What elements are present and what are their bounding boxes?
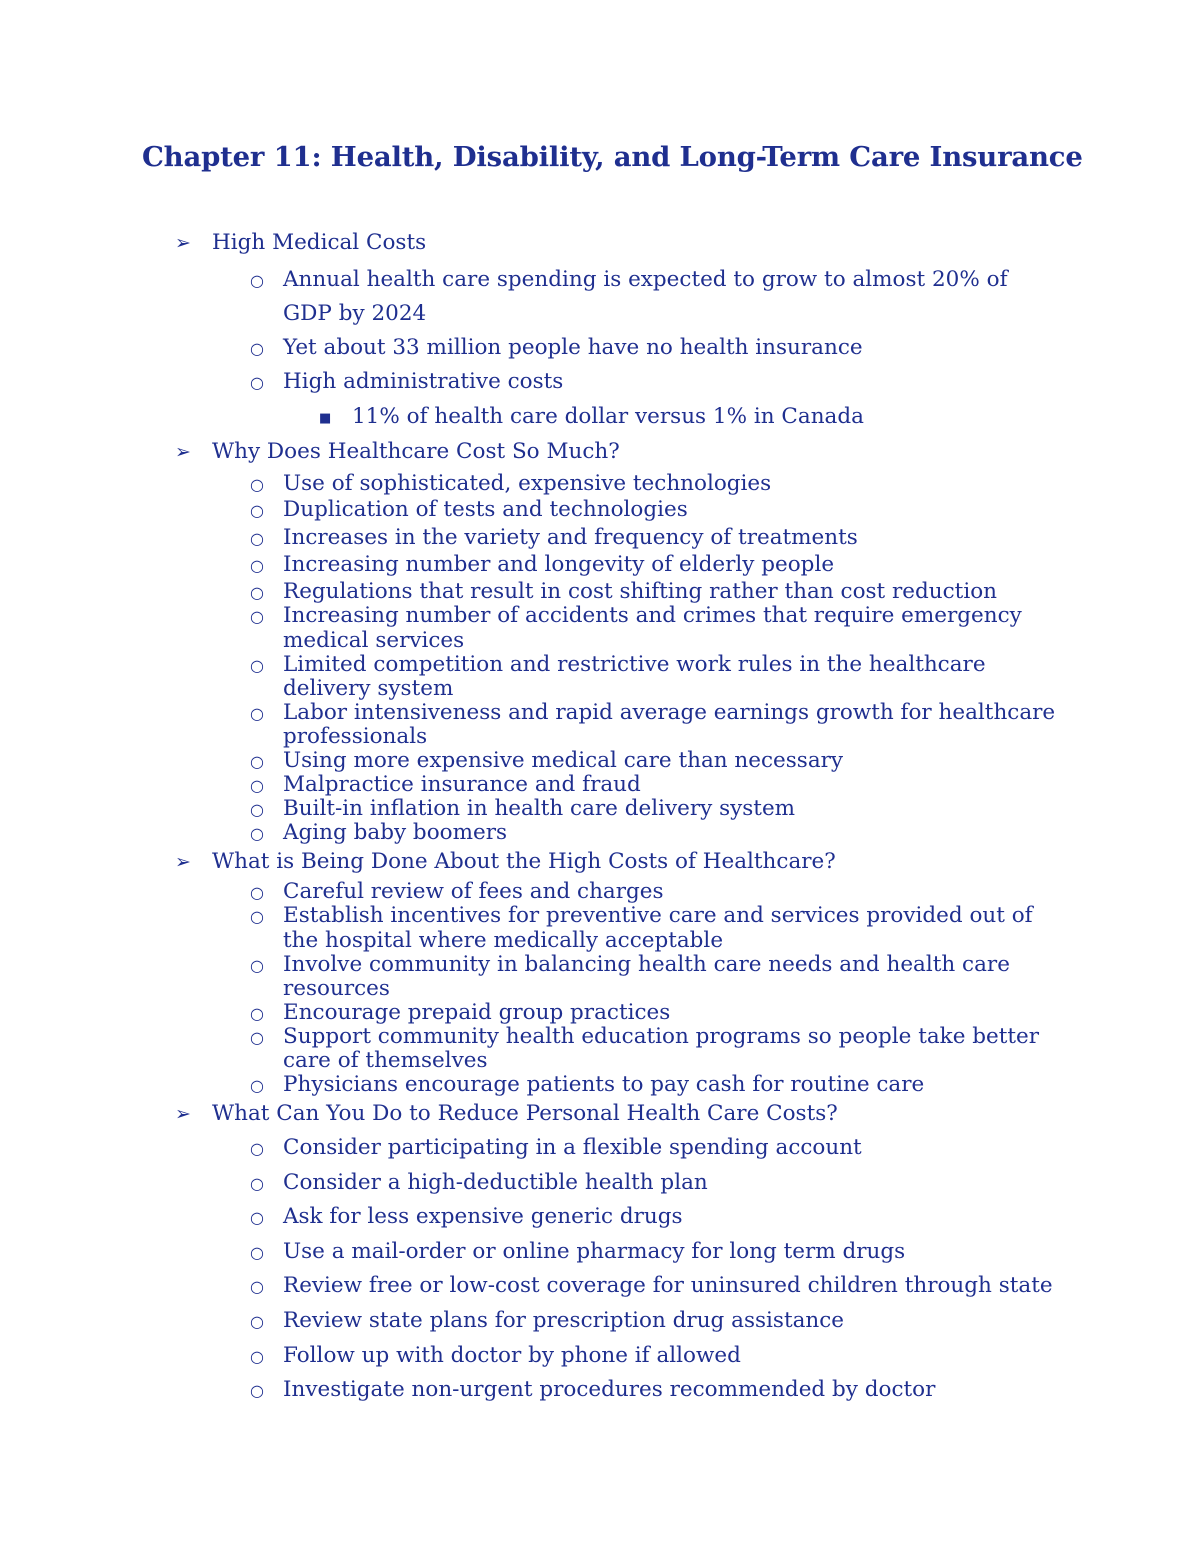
- circle-bullet-icon: ○: [250, 1312, 264, 1331]
- list-item-text: resources: [283, 976, 390, 1001]
- circle-bullet-icon: ○: [250, 1004, 264, 1023]
- sub-list-item: [319, 404, 864, 429]
- list-item-continuation: [283, 929, 723, 953]
- list-item-text: medical services: [283, 628, 465, 653]
- circle-bullet-icon: ○: [250, 1347, 264, 1366]
- list-item-text: delivery system: [283, 676, 454, 701]
- list-item-text: Physicians encourage patients to pay cash for routine care: [283, 1072, 925, 1097]
- arrow-bullet-icon: ➢: [175, 441, 191, 463]
- list-item: [250, 579, 997, 604]
- circle-bullet-icon: ○: [250, 607, 264, 626]
- list-item: [250, 1204, 683, 1229]
- list-item-text: High administrative costs: [283, 369, 564, 394]
- list-item: [250, 525, 858, 550]
- circle-bullet-icon: ○: [250, 373, 264, 392]
- list-item-text: Involve community in balancing health care needs and health care: [283, 952, 1010, 977]
- list-item: [250, 471, 772, 496]
- list-item-text: Consider a high-deductible health plan: [283, 1170, 708, 1195]
- arrow-bullet-icon: ➢: [175, 232, 191, 254]
- square-bullet-icon: ■: [319, 411, 332, 426]
- list-item: [250, 903, 1033, 928]
- list-item: [250, 335, 863, 360]
- list-item-text: Use of sophisticated, expensive technologies: [283, 471, 772, 496]
- list-item: [250, 772, 641, 797]
- list-item: [250, 1308, 845, 1333]
- list-item-text: Support community health education programs so people take better: [283, 1024, 1040, 1049]
- list-item-continuation: [283, 677, 453, 701]
- list-item-text: Malpractice insurance and fraud: [283, 772, 641, 797]
- section-heading-text: What Can You Do to Reduce Personal Health Care Costs?: [212, 1101, 838, 1126]
- list-item-text: care of themselves: [283, 1048, 488, 1073]
- circle-bullet-icon: ○: [250, 907, 264, 926]
- list-item-text: professionals: [283, 724, 428, 749]
- circle-bullet-icon: ○: [250, 271, 264, 290]
- list-item: [250, 748, 844, 773]
- section-heading: [175, 230, 427, 255]
- circle-bullet-icon: ○: [250, 800, 264, 819]
- section-heading: [175, 849, 836, 874]
- list-item-text: Annual health care spending is expected to grow to almost 20% of: [283, 267, 1008, 292]
- list-item-text: Consider participating in a flexible spending account: [283, 1135, 862, 1160]
- circle-bullet-icon: ○: [250, 883, 264, 902]
- list-item: [250, 820, 508, 845]
- list-item: [250, 1024, 1040, 1049]
- list-item-continuation: [283, 629, 464, 653]
- list-item: [250, 700, 1056, 725]
- circle-bullet-icon: ○: [250, 776, 264, 795]
- circle-bullet-icon: ○: [250, 1208, 264, 1227]
- section-heading: [175, 1101, 838, 1126]
- list-item-text: Review free or low-cost coverage for uninsured children through state: [283, 1273, 1053, 1298]
- list-item: [250, 1072, 925, 1097]
- list-item-text: Yet about 33 million people have no health insurance: [283, 335, 863, 360]
- list-item: [250, 1239, 906, 1264]
- sub-list-item-text: 11% of health care dollar versus 1% in Canada: [352, 404, 864, 429]
- list-item: [250, 1377, 936, 1402]
- list-item-continuation: [283, 302, 426, 326]
- list-item-text: Review state plans for prescription drug assistance: [283, 1308, 845, 1333]
- list-item-text: Limited competition and restrictive work rules in the healthcare: [283, 652, 986, 677]
- circle-bullet-icon: ○: [250, 501, 264, 520]
- list-item: [250, 552, 835, 577]
- list-item-text: Aging baby boomers: [283, 820, 508, 845]
- circle-bullet-icon: ○: [250, 1076, 264, 1095]
- list-item-text: Using more expensive medical care than necessary: [283, 748, 844, 773]
- circle-bullet-icon: ○: [250, 752, 264, 771]
- circle-bullet-icon: ○: [250, 529, 264, 548]
- arrow-bullet-icon: ➢: [175, 851, 191, 873]
- list-item-text: Careful review of fees and charges: [283, 879, 664, 904]
- circle-bullet-icon: ○: [250, 1139, 264, 1158]
- list-item: [250, 267, 1008, 292]
- circle-bullet-icon: ○: [250, 656, 264, 675]
- list-item-text: Duplication of tests and technologies: [283, 497, 688, 522]
- list-item: [250, 1343, 741, 1368]
- list-item-text: Establish incentives for preventive care and services provided out of: [283, 903, 1033, 928]
- list-item-continuation: [283, 725, 427, 749]
- section-heading: [175, 439, 620, 464]
- list-item-text: Increases in the variety and frequency of treatments: [283, 525, 858, 550]
- list-item: [250, 652, 986, 677]
- circle-bullet-icon: ○: [250, 556, 264, 575]
- list-item-text: Regulations that result in cost shifting rather than cost reduction: [283, 579, 997, 604]
- circle-bullet-icon: ○: [250, 1174, 264, 1193]
- circle-bullet-icon: ○: [250, 956, 264, 975]
- circle-bullet-icon: ○: [250, 475, 264, 494]
- list-item-text: the hospital where medically acceptable: [283, 928, 724, 953]
- list-item-text: GDP by 2024: [283, 301, 427, 326]
- list-item-text: Increasing number of accidents and crimes that require emergency: [283, 603, 1022, 628]
- list-item-text: Built-in inflation in health care delivery system: [283, 796, 796, 821]
- list-item: [250, 1170, 708, 1195]
- list-item: [250, 1135, 862, 1160]
- section-heading-text: Why Does Healthcare Cost So Much?: [212, 439, 620, 464]
- circle-bullet-icon: ○: [250, 339, 264, 358]
- circle-bullet-icon: ○: [250, 1381, 264, 1400]
- arrow-bullet-icon: ➢: [175, 1103, 191, 1125]
- section-heading-text: High Medical Costs: [212, 230, 427, 255]
- list-item: [250, 603, 1022, 628]
- page-title: Chapter 11: Health, Disability, and Long-Term Care Insurance: [142, 141, 1083, 173]
- list-item-continuation: [283, 977, 390, 1001]
- list-item-continuation: [283, 1049, 488, 1073]
- list-item: [250, 369, 564, 394]
- circle-bullet-icon: ○: [250, 704, 264, 723]
- list-item: [250, 879, 664, 904]
- list-item-text: Increasing number and longevity of elderly people: [283, 552, 835, 577]
- list-item: [250, 952, 1010, 977]
- circle-bullet-icon: ○: [250, 1028, 264, 1047]
- circle-bullet-icon: ○: [250, 1277, 264, 1296]
- list-item: [250, 497, 688, 522]
- circle-bullet-icon: ○: [250, 583, 264, 602]
- list-item: [250, 796, 796, 821]
- list-item: [250, 1000, 671, 1025]
- circle-bullet-icon: ○: [250, 1243, 264, 1262]
- list-item-text: Labor intensiveness and rapid average earnings growth for healthcare: [283, 700, 1056, 725]
- section-heading-text: What is Being Done About the High Costs of Healthcare?: [212, 849, 836, 874]
- list-item-text: Use a mail-order or online pharmacy for long term drugs: [283, 1239, 906, 1264]
- list-item-text: Investigate non-urgent procedures recommended by doctor: [283, 1377, 936, 1402]
- list-item-text: Encourage prepaid group practices: [283, 1000, 671, 1025]
- list-item-text: Follow up with doctor by phone if allowed: [283, 1343, 741, 1368]
- circle-bullet-icon: ○: [250, 824, 264, 843]
- list-item-text: Ask for less expensive generic drugs: [283, 1204, 683, 1229]
- list-item: [250, 1273, 1053, 1298]
